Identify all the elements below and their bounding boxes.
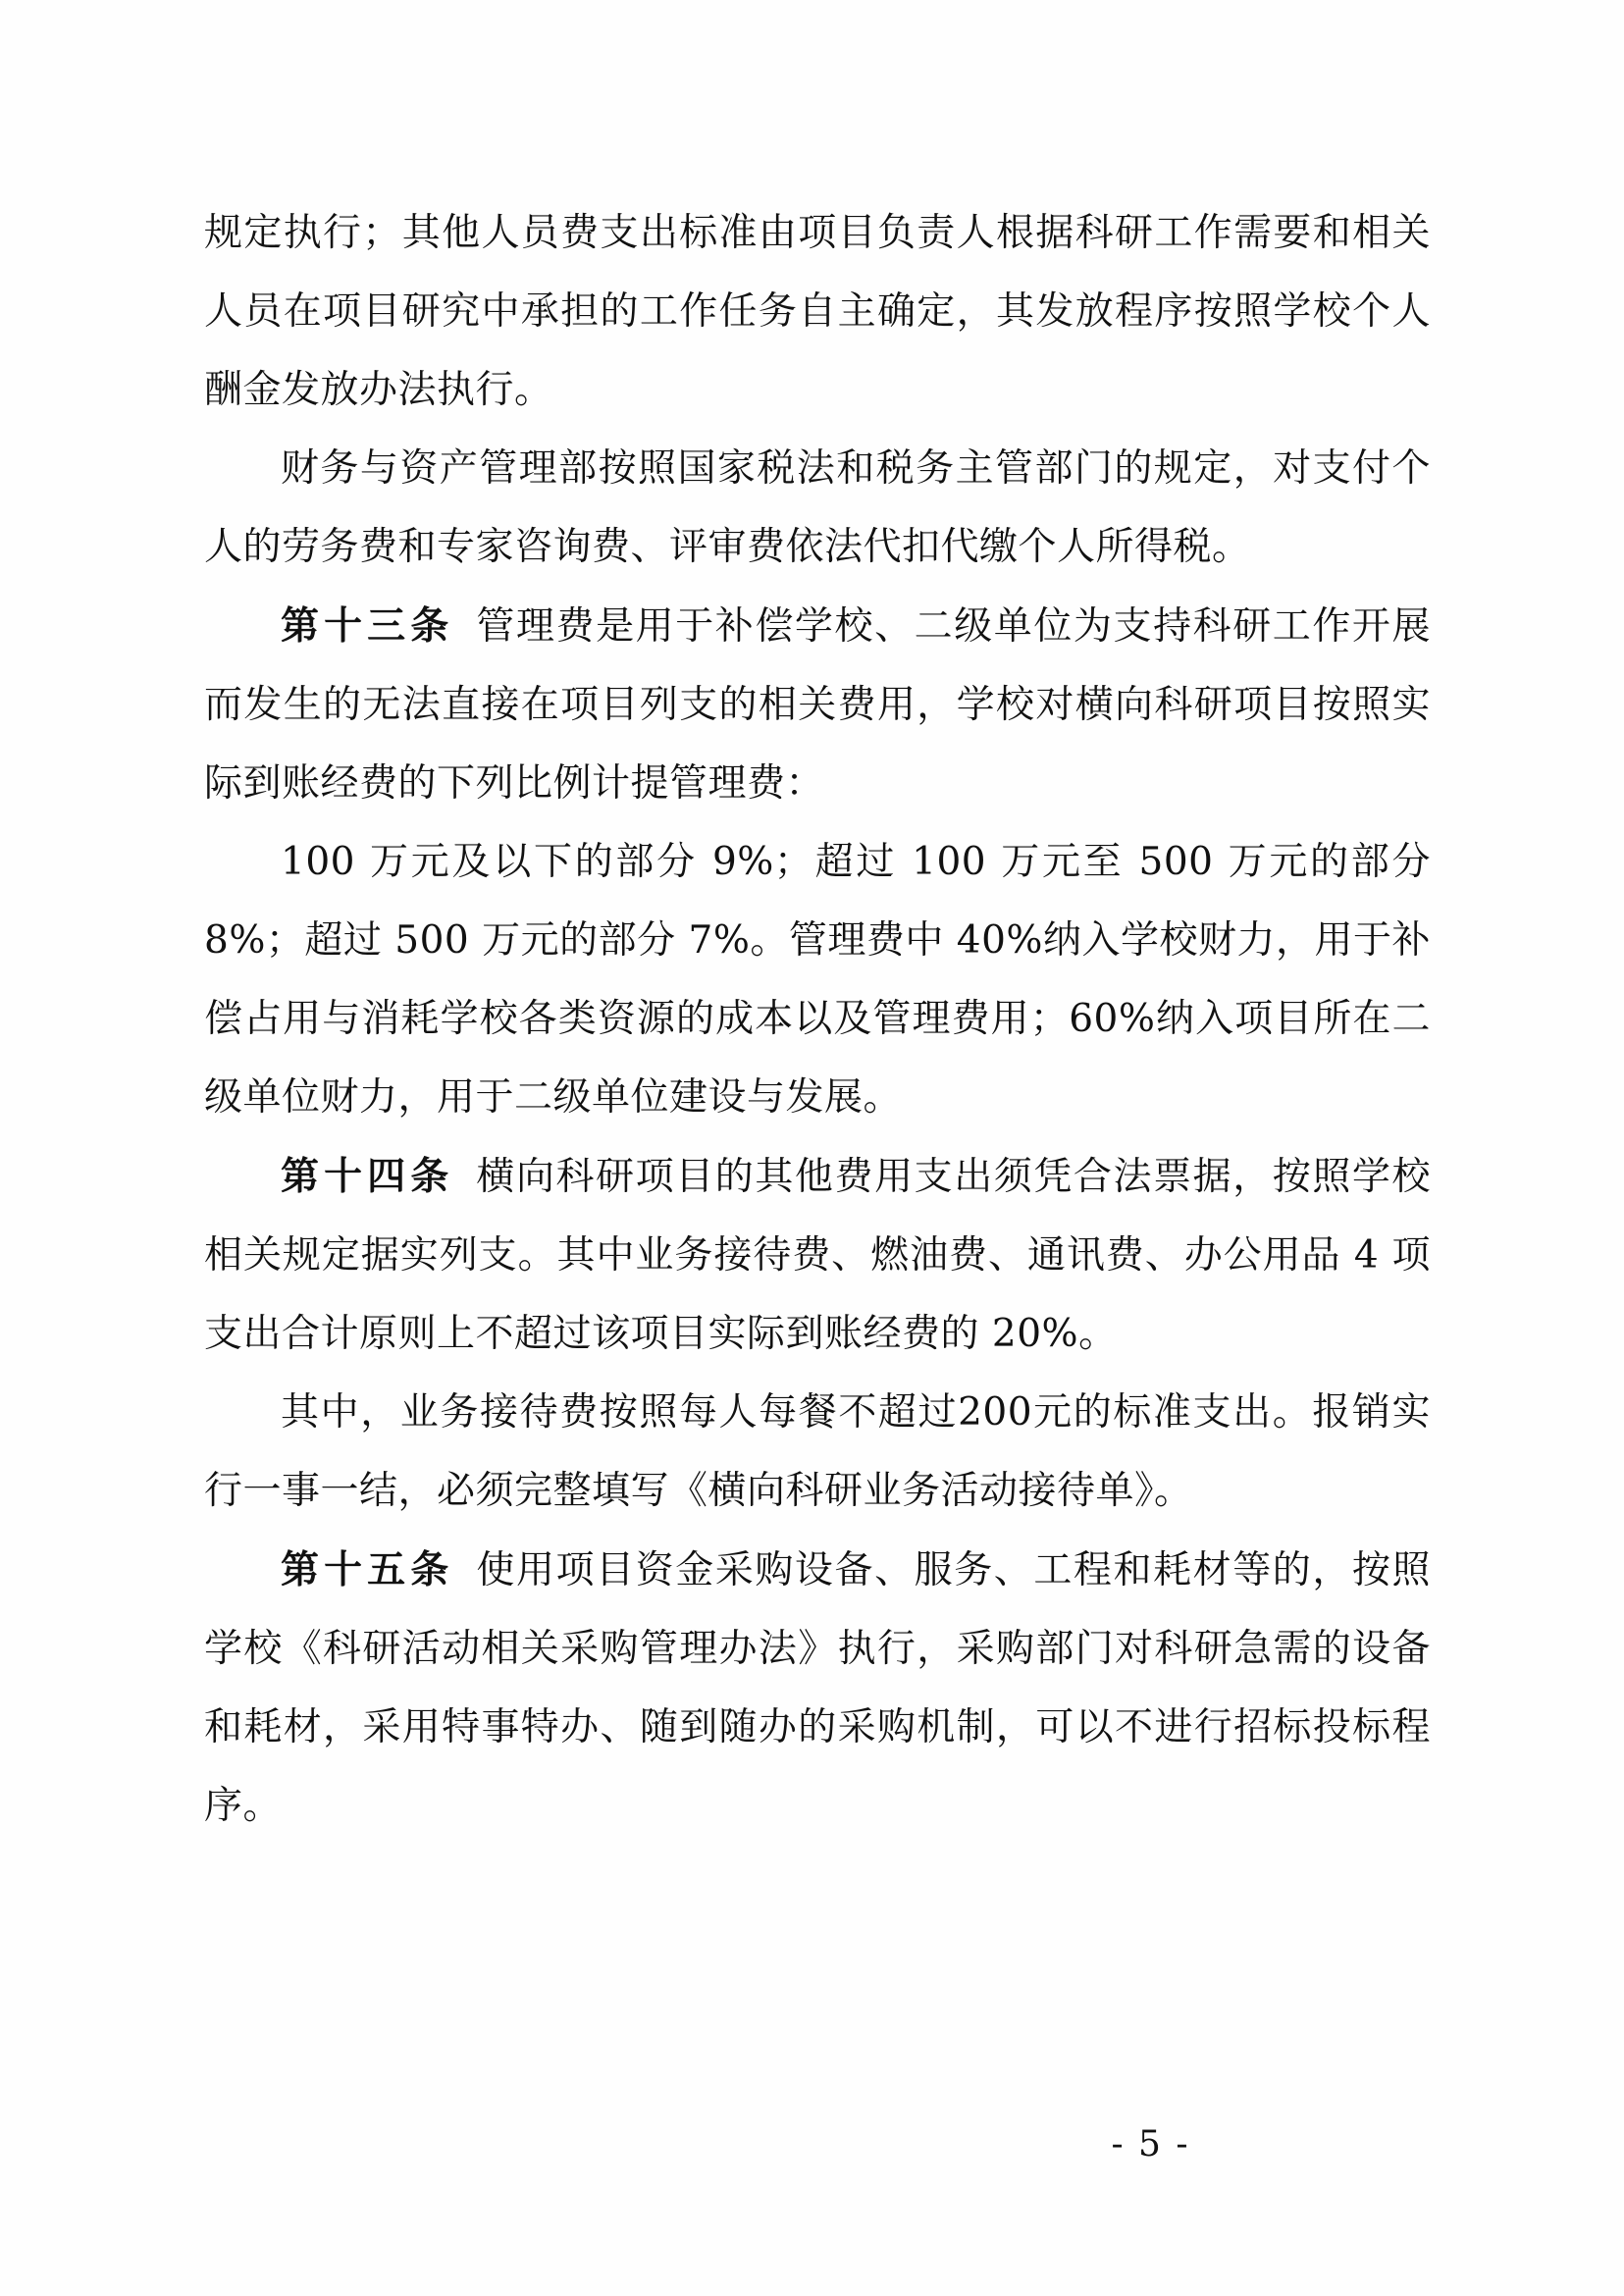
paragraph-text: 管理费是用于补偿学校、二级单位为支持科研工作开展而发生的无法直接在项目列支的相关费用，学校对横向科研项目按照实际到账经费的下列比例计提管理费： xyxy=(204,604,1431,806)
paragraph-text: 使用项目资金采购设备、服务、工程和耗材等的，按照学校《科研活动相关采购管理办法》执行，采购部门对科研急需的设备和耗材，采用特事特办、随到随办的采购机制，可以不进行招标投标程序。 xyxy=(204,1548,1431,1828)
paragraph-text: 财务与资产管理部按照国家税法和税务主管部门的规定，对支付个人的劳务费和专家咨询费、评审费依法代扣代缴个人所得税。 xyxy=(204,446,1431,569)
paragraph-tax xyxy=(204,430,1431,587)
paragraph-text: 其中，业务接待费按照每人每餐不超过200元的标准支出。报销实行一事一结，必须完整填写《横向科研业务活动接待单》。 xyxy=(204,1390,1431,1513)
document-body xyxy=(204,194,1431,1846)
paragraph-article-13 xyxy=(204,587,1431,823)
article-label-14: 第十四条 xyxy=(281,1154,454,1199)
page-number xyxy=(0,2124,1624,2165)
article-label-13: 第十三条 xyxy=(281,603,454,649)
page-number-text: - 5 - xyxy=(1111,2124,1190,2165)
article-label-15: 第十五条 xyxy=(281,1547,454,1592)
paragraph-article-15 xyxy=(204,1531,1431,1846)
paragraph-hospitality xyxy=(204,1374,1431,1531)
paragraph-text: 规定执行；其他人员费支出标准由项目负责人根据科研工作需要和相关人员在项目研究中承担的工作任务自主确定，其发放程序按照学校个人酬金发放办法执行。 xyxy=(204,211,1431,412)
paragraph-management-fee-rates xyxy=(204,823,1431,1137)
paragraph-article-14 xyxy=(204,1137,1431,1374)
paragraph-text: 100 万元及以下的部分 9%；超过 100 万元至 500 万元的部分 8%；超过 500 万元的部分 7%。管理费中 40%纳入学校财力，用于补偿占用与消耗学校各类资源的成本以及管理费用；60%纳入项目所在二级单位财力，用于二级单位建设与发展。 xyxy=(204,840,1431,1120)
paragraph-continuation xyxy=(204,194,1431,430)
paragraph-text: 横向科研项目的其他费用支出须凭合法票据，按照学校相关规定据实列支。其中业务接待费、燃油费、通讯费、办公用品 4 项支出合计原则上不超过该项目实际到账经费的 20%。 xyxy=(204,1155,1431,1356)
